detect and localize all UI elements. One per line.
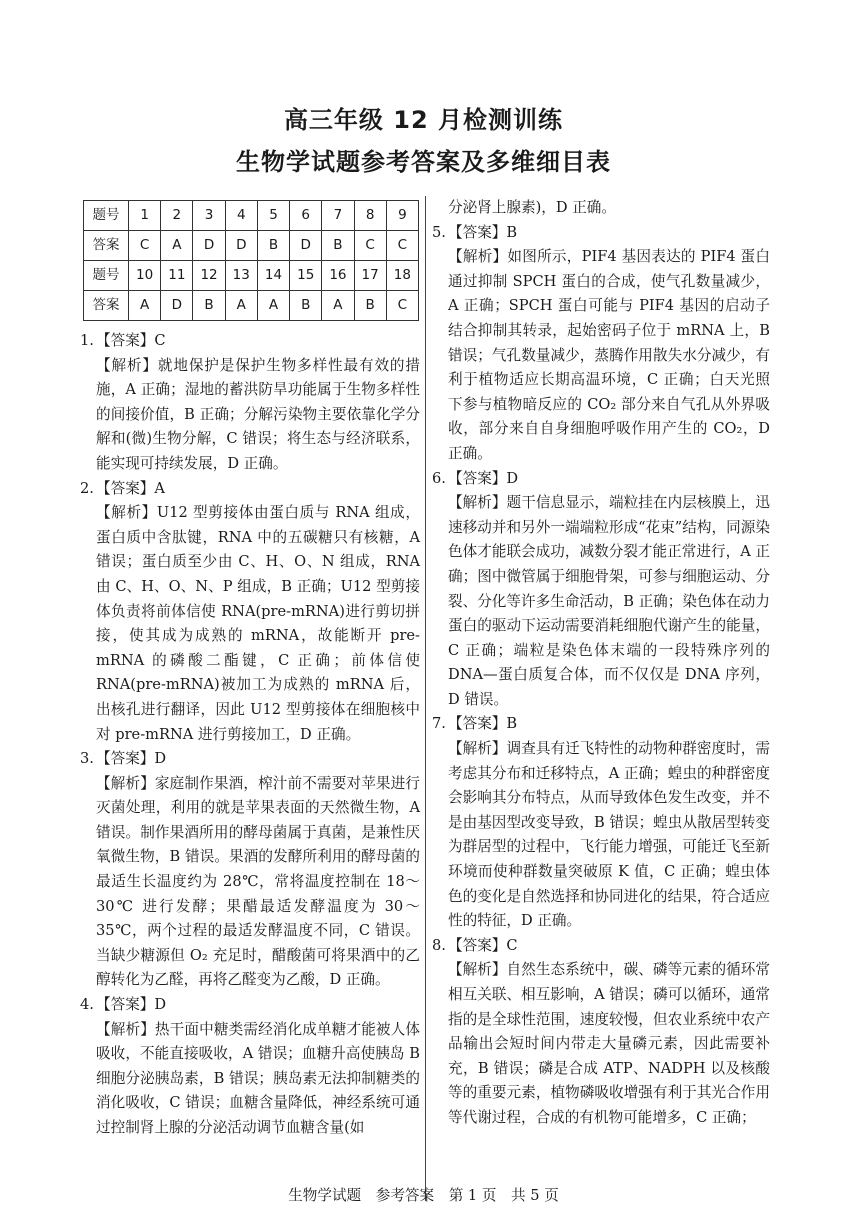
question-block (80, 329, 420, 477)
table-cell: D (225, 231, 257, 261)
table-cell: B (193, 291, 225, 321)
explanation-text: 【解析】自然生态系统中，碳、磷等元素的循环常相互关联、相互影响，A 错误；磷可以循环，通常指的是全球性范围，速度较慢，但农业系统中农产品输出会短时间内带走大量磷元素，因此需要补充，B 错误；磷是合成 ATP、NADPH 以及核酸等的重要元素，植物磷吸收增强有利于其光合作用等代谢过程，合成的有机物可能增多，C 正确； (448, 961, 770, 1126)
question-number: 1. (80, 332, 94, 349)
table-cell: A (225, 291, 257, 321)
table-cell: D (161, 291, 193, 321)
page-title-line2: 生物学试题参考答案及多维细目表 (236, 148, 611, 176)
table-cell: B (257, 231, 289, 261)
explanation-text: 【解析】U12 型剪接体由蛋白质与 RNA 组成，蛋白质中含肽键，RNA 中的五碳糖只有核糖，A 错误；蛋白质至少由 C、H、O、N 组成，RNA 由 C、H、O、N、P 组成，B 正确；U12 型剪接体负责将前体信使 RNA(pre-mRNA)进行剪切拼接，使其成为成熟的 mRNA，故能断开 pre-mRNA 的磷酸二酯键，C 正确；前体信使 RNA(pre-mRNA)被加工为成熟的 mRNA 后，出核孔进行翻译，因此 U12 型剪接体在细胞核中对 pre-mRNA 进行剪接加工，D 正确。 (96, 504, 420, 743)
question-number: 8. (432, 936, 446, 954)
column-divider (425, 196, 426, 1201)
table-cell: C (386, 291, 418, 321)
question-block (80, 747, 420, 993)
table-cell: 9 (386, 201, 418, 231)
table-cell: D (290, 231, 322, 261)
row-label: 答案 (84, 291, 129, 321)
explanation-text: 【解析】题干信息显示，端粒挂在内层核膜上，迅速移动并和另外一端端粒形成“花束”结构，同源染色体才能联会成功，减数分裂才能正常进行，A 正确；图中微管属于细胞骨架，可参与细胞运动、分裂、分化等许多生命活动，B 正确；染色体在动力蛋白的驱动下运动需要消耗细胞代谢产生的能量，C 正确；端粒是染色体末端的一段特殊序列的 DNA—蛋白质复合体，而不仅仅是 DNA 序列，D 错误。 (448, 494, 770, 708)
row-label: 答案 (84, 231, 129, 261)
row-label: 题号 (84, 261, 129, 291)
explanation-text: 【解析】热干面中糖类需经消化成单糖才能被人体吸收，不能直接吸收，A 错误；血糖升高使胰岛 B 细胞分泌胰岛素，B 错误；胰岛素无法抑制糖类的消化吸收，C 错误；血糖含量降低，神经系统可通过控制肾上腺的分泌活动调节血糖含量(如 (96, 1020, 420, 1136)
question-number: 6. (432, 469, 446, 487)
explanation-text: 【解析】就地保护是保护生物多样性最有效的措施，A 正确；湿地的蓄洪防旱功能属于生物多样性的间接价值，B 正确；分解污染物主要依靠化学分解和(微)生物分解，C 错误；将生态与经济联系，能实现可持续发展，D 正确。 (96, 356, 420, 472)
answer-heading: 【答案】C (448, 936, 518, 954)
table-cell: 12 (193, 261, 225, 291)
answer-heading: 【答案】D (96, 996, 167, 1014)
explanation-text: 【解析】调查具有迁飞特性的动物种群密度时，需考虑其分布和迁移特点，A 正确；蝗虫的种群密度会影响其分布特点，从而导致体色发生改变，并不是由基因型改变导致，B 错误；蝗虫从散居型转变为群居型的过程中，飞行能力增强，可能迁飞至新环境而使种群数量突破原 K 值，C 正确；蝗虫体色的变化是自然选择和协同进化的结果，符合适应性的特征，D 正确。 (448, 740, 770, 930)
table-cell: 4 (225, 201, 257, 231)
table-cell: B (290, 291, 322, 321)
table-cell: B (322, 231, 354, 261)
explanation-continuation: 分泌肾上腺素)，D 正确。 (448, 199, 616, 216)
question-number: 5. (432, 223, 446, 241)
table-cell: 16 (322, 261, 354, 291)
table-cell: 8 (354, 201, 386, 231)
right-column (432, 196, 770, 1131)
table-cell: A (257, 291, 289, 321)
table-cell: 17 (354, 261, 386, 291)
table-cell: C (386, 231, 418, 261)
explanation-text: 【解析】家庭制作果酒，榨汁前不需要对苹果进行灭菌处理，利用的就是苹果表面的天然微生物，A 错误。制作果酒所用的酵母菌属于真菌，是兼性厌氧微生物，B 错误。果酒的发酵所利用的酵母菌的最适生长温度约为 28℃，常将温度控制在 18～30℃ 进行发酵；果醋最适发酵温度为 30～35℃，两个过程的最适发酵温度不同，C 错误。当缺少糖源但 O₂ 充足时，醋酸菌可将果酒中的乙醇转化为乙醛，再将乙醛变为乙酸，D 正确。 (96, 774, 420, 989)
row-label: 题号 (84, 201, 129, 231)
question-block (432, 712, 770, 933)
question-block (432, 467, 770, 713)
question-block (80, 993, 420, 1141)
table-cell: 7 (322, 201, 354, 231)
table-cell: 10 (129, 261, 161, 291)
answer-heading: 【答案】B (448, 223, 518, 241)
answer-table-row (84, 201, 419, 231)
left-column (80, 196, 420, 1141)
table-cell: 13 (225, 261, 257, 291)
table-cell: D (193, 231, 225, 261)
question-number: 4. (80, 996, 94, 1014)
answer-table-row (84, 261, 419, 291)
table-cell: 5 (257, 201, 289, 231)
question-block (80, 477, 420, 748)
explanation-text: 【解析】如图所示，PIF4 基因表达的 PIF4 蛋白通过抑制 SPCH 蛋白的合成，使气孔数量减少，A 正确；SPCH 蛋白可能与 PIF4 基因的启动子结合抑制其转录，起始密码子位于 mRNA 上，B 错误；气孔数量减少，蒸腾作用散失水分减少，有利于植物适应长期高温环境，C 正确；白天光照下参与植物暗反应的 CO₂ 部分来自气孔从外界吸收，部分来自自身细胞呼吸作用产生的 CO₂，D 正确。 (448, 248, 770, 462)
page-footer: 生物学试题 参考答案 第 1 页 共 5 页 (288, 1187, 559, 1204)
answer-heading: 【答案】C (96, 332, 166, 349)
table-cell: B (354, 291, 386, 321)
answer-heading: 【答案】A (96, 479, 165, 497)
table-cell: A (161, 231, 193, 261)
answer-table-row (84, 291, 419, 321)
table-cell: 15 (290, 261, 322, 291)
question-block (432, 221, 770, 467)
question-number: 3. (80, 750, 94, 768)
table-cell: A (322, 291, 354, 321)
table-cell: C (129, 231, 161, 261)
table-cell: C (354, 231, 386, 261)
answer-table (83, 200, 419, 321)
question-number: 7. (432, 715, 446, 733)
table-cell: 11 (161, 261, 193, 291)
answer-heading: 【答案】D (96, 750, 167, 768)
answer-table-row (84, 231, 419, 261)
table-cell: 2 (161, 201, 193, 231)
answer-heading: 【答案】B (448, 715, 518, 733)
table-cell: 14 (257, 261, 289, 291)
table-cell: 18 (386, 261, 418, 291)
question-block (432, 934, 770, 1131)
question-number: 2. (80, 479, 94, 497)
table-cell: 3 (193, 201, 225, 231)
table-cell: A (129, 291, 161, 321)
answer-heading: 【答案】D (448, 469, 519, 487)
table-cell: 6 (290, 201, 322, 231)
table-cell: 1 (129, 201, 161, 231)
page-title-line1: 高三年级 12 月检测训练 (283, 106, 564, 134)
